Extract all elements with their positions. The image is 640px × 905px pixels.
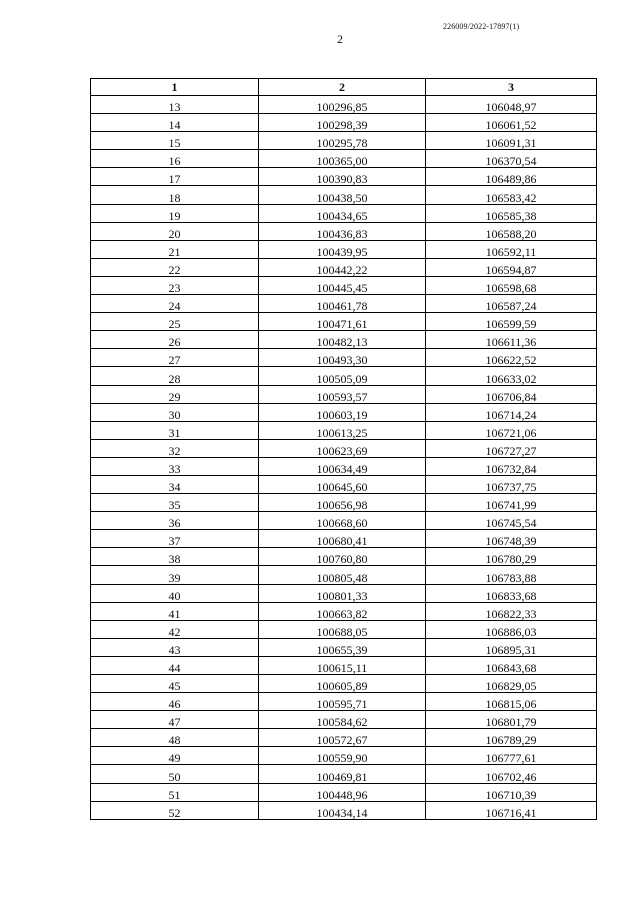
y-coordinate-cell: 106710,39 (426, 783, 597, 801)
x-coordinate-cell: 100390,83 (259, 168, 426, 186)
y-coordinate-cell: 106801,79 (426, 711, 597, 729)
x-coordinate-cell: 100668,60 (259, 512, 426, 530)
point-number-cell: 49 (91, 747, 259, 765)
x-coordinate-cell: 100471,61 (259, 313, 426, 331)
table-row (91, 711, 597, 729)
x-coordinate-cell: 100438,50 (259, 186, 426, 204)
table-row (91, 656, 597, 674)
point-number-cell: 18 (91, 186, 259, 204)
y-coordinate-cell: 106789,29 (426, 729, 597, 747)
x-coordinate-cell: 100434,65 (259, 204, 426, 222)
x-coordinate-cell: 100442,22 (259, 258, 426, 276)
x-coordinate-cell: 100296,85 (259, 96, 426, 114)
table-row (91, 584, 597, 602)
x-coordinate-cell: 100615,11 (259, 656, 426, 674)
x-coordinate-cell: 100688,05 (259, 620, 426, 638)
y-coordinate-cell: 106611,36 (426, 331, 597, 349)
y-coordinate-cell: 106594,87 (426, 258, 597, 276)
y-coordinate-cell: 106822,33 (426, 602, 597, 620)
point-number-cell: 46 (91, 693, 259, 711)
point-number-cell: 13 (91, 96, 259, 114)
y-coordinate-cell: 106061,52 (426, 114, 597, 132)
x-coordinate-cell: 100805,48 (259, 566, 426, 584)
x-coordinate-cell: 100634,49 (259, 457, 426, 475)
y-coordinate-cell: 106622,52 (426, 349, 597, 367)
point-number-cell: 44 (91, 656, 259, 674)
point-number-cell: 26 (91, 331, 259, 349)
x-coordinate-cell: 100295,78 (259, 132, 426, 150)
y-coordinate-cell: 106815,06 (426, 693, 597, 711)
y-coordinate-cell: 106727,27 (426, 439, 597, 457)
y-coordinate-cell: 106091,31 (426, 132, 597, 150)
x-coordinate-cell: 100559,90 (259, 747, 426, 765)
y-coordinate-cell: 106592,11 (426, 240, 597, 258)
point-number-cell: 36 (91, 512, 259, 530)
column-header: 1 (91, 79, 259, 96)
x-coordinate-cell: 100593,57 (259, 385, 426, 403)
y-coordinate-cell: 106833,68 (426, 584, 597, 602)
table-row (91, 747, 597, 765)
x-coordinate-cell: 100655,39 (259, 638, 426, 656)
point-number-cell: 24 (91, 295, 259, 313)
table-body (91, 96, 597, 820)
point-number-cell: 20 (91, 222, 259, 240)
x-coordinate-cell: 100584,62 (259, 711, 426, 729)
point-number-cell: 16 (91, 150, 259, 168)
x-coordinate-cell: 100436,83 (259, 222, 426, 240)
table-row (91, 222, 597, 240)
x-coordinate-cell: 100445,45 (259, 276, 426, 294)
point-number-cell: 23 (91, 276, 259, 294)
table-row (91, 439, 597, 457)
y-coordinate-cell: 106598,68 (426, 276, 597, 294)
y-coordinate-cell: 106048,97 (426, 96, 597, 114)
table-row (91, 675, 597, 693)
table-row (91, 385, 597, 403)
table-row (91, 168, 597, 186)
x-coordinate-cell: 100760,80 (259, 548, 426, 566)
column-header: 2 (259, 79, 426, 96)
point-number-cell: 30 (91, 403, 259, 421)
table-row (91, 204, 597, 222)
table-row (91, 367, 597, 385)
x-coordinate-cell: 100801,33 (259, 584, 426, 602)
table-row (91, 258, 597, 276)
y-coordinate-cell: 106748,39 (426, 530, 597, 548)
table-row (91, 403, 597, 421)
point-number-cell: 48 (91, 729, 259, 747)
point-number-cell: 29 (91, 385, 259, 403)
point-number-cell: 50 (91, 765, 259, 783)
x-coordinate-cell: 100623,69 (259, 439, 426, 457)
point-number-cell: 32 (91, 439, 259, 457)
y-coordinate-cell: 106706,84 (426, 385, 597, 403)
point-number-cell: 33 (91, 457, 259, 475)
table-row (91, 512, 597, 530)
x-coordinate-cell: 100613,25 (259, 421, 426, 439)
point-number-cell: 34 (91, 475, 259, 493)
table-row (91, 114, 597, 132)
table-row (91, 729, 597, 747)
point-number-cell: 39 (91, 566, 259, 584)
point-number-cell: 28 (91, 367, 259, 385)
y-coordinate-cell: 106716,41 (426, 801, 597, 819)
point-number-cell: 47 (91, 711, 259, 729)
coordinates-table (90, 78, 597, 820)
y-coordinate-cell: 106588,20 (426, 222, 597, 240)
y-coordinate-cell: 106780,29 (426, 548, 597, 566)
table-row (91, 530, 597, 548)
point-number-cell: 15 (91, 132, 259, 150)
y-coordinate-cell: 106783,88 (426, 566, 597, 584)
point-number-cell: 43 (91, 638, 259, 656)
y-coordinate-cell: 106370,54 (426, 150, 597, 168)
table-row (91, 96, 597, 114)
point-number-cell: 37 (91, 530, 259, 548)
x-coordinate-cell: 100448,96 (259, 783, 426, 801)
point-number-cell: 52 (91, 801, 259, 819)
point-number-cell: 42 (91, 620, 259, 638)
point-number-cell: 40 (91, 584, 259, 602)
table-row (91, 313, 597, 331)
y-coordinate-cell: 106843,68 (426, 656, 597, 674)
y-coordinate-cell: 106633,02 (426, 367, 597, 385)
y-coordinate-cell: 106741,99 (426, 494, 597, 512)
y-coordinate-cell: 106895,31 (426, 638, 597, 656)
table-row (91, 494, 597, 512)
table-row (91, 475, 597, 493)
table-row (91, 295, 597, 313)
table-row (91, 765, 597, 783)
x-coordinate-cell: 100603,19 (259, 403, 426, 421)
x-coordinate-cell: 100595,71 (259, 693, 426, 711)
page-number: 2 (337, 32, 343, 46)
x-coordinate-cell: 100645,60 (259, 475, 426, 493)
y-coordinate-cell: 106585,38 (426, 204, 597, 222)
point-number-cell: 14 (91, 114, 259, 132)
x-coordinate-cell: 100482,13 (259, 331, 426, 349)
x-coordinate-cell: 100439,95 (259, 240, 426, 258)
x-coordinate-cell: 100469,81 (259, 765, 426, 783)
y-coordinate-cell: 106702,46 (426, 765, 597, 783)
point-number-cell: 35 (91, 494, 259, 512)
y-coordinate-cell: 106583,42 (426, 186, 597, 204)
y-coordinate-cell: 106714,24 (426, 403, 597, 421)
y-coordinate-cell: 106599,59 (426, 313, 597, 331)
table-row (91, 602, 597, 620)
x-coordinate-cell: 100365,00 (259, 150, 426, 168)
table-row (91, 331, 597, 349)
table-row (91, 276, 597, 294)
y-coordinate-cell: 106732,84 (426, 457, 597, 475)
x-coordinate-cell: 100656,98 (259, 494, 426, 512)
x-coordinate-cell: 100493,30 (259, 349, 426, 367)
y-coordinate-cell: 106745,54 (426, 512, 597, 530)
point-number-cell: 41 (91, 602, 259, 620)
point-number-cell: 51 (91, 783, 259, 801)
x-coordinate-cell: 100663,82 (259, 602, 426, 620)
table-row (91, 457, 597, 475)
table-row (91, 186, 597, 204)
table-row (91, 349, 597, 367)
y-coordinate-cell: 106829,05 (426, 675, 597, 693)
document-id: 226009/2022-17897(1) (443, 22, 520, 31)
point-number-cell: 27 (91, 349, 259, 367)
point-number-cell: 17 (91, 168, 259, 186)
x-coordinate-cell: 100461,78 (259, 295, 426, 313)
table-row (91, 693, 597, 711)
x-coordinate-cell: 100505,09 (259, 367, 426, 385)
y-coordinate-cell: 106886,03 (426, 620, 597, 638)
y-coordinate-cell: 106489,86 (426, 168, 597, 186)
table-row (91, 620, 597, 638)
x-coordinate-cell: 100605,89 (259, 675, 426, 693)
table-row (91, 548, 597, 566)
table-row (91, 638, 597, 656)
table-row (91, 240, 597, 258)
point-number-cell: 31 (91, 421, 259, 439)
table-row (91, 801, 597, 819)
y-coordinate-cell: 106777,61 (426, 747, 597, 765)
x-coordinate-cell: 100434,14 (259, 801, 426, 819)
y-coordinate-cell: 106587,24 (426, 295, 597, 313)
column-header: 3 (426, 79, 597, 96)
point-number-cell: 38 (91, 548, 259, 566)
table-row (91, 566, 597, 584)
table-row (91, 132, 597, 150)
point-number-cell: 22 (91, 258, 259, 276)
x-coordinate-cell: 100298,39 (259, 114, 426, 132)
x-coordinate-cell: 100680,41 (259, 530, 426, 548)
table-row (91, 421, 597, 439)
point-number-cell: 45 (91, 675, 259, 693)
table-header-row (91, 79, 597, 96)
point-number-cell: 25 (91, 313, 259, 331)
y-coordinate-cell: 106737,75 (426, 475, 597, 493)
point-number-cell: 21 (91, 240, 259, 258)
table-row (91, 150, 597, 168)
y-coordinate-cell: 106721,06 (426, 421, 597, 439)
x-coordinate-cell: 100572,67 (259, 729, 426, 747)
point-number-cell: 19 (91, 204, 259, 222)
table-row (91, 783, 597, 801)
